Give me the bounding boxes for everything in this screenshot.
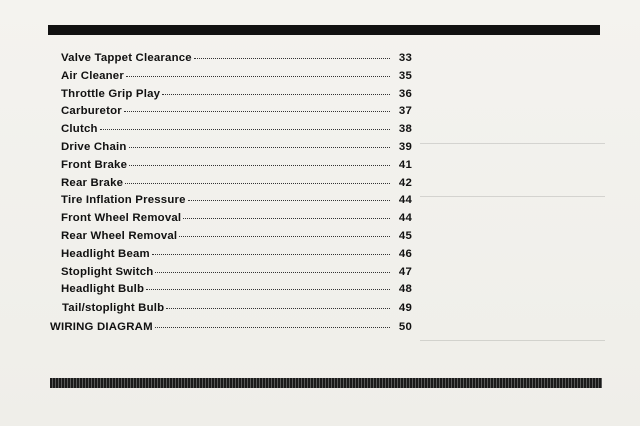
toc-entry[interactable] <box>50 52 412 70</box>
dot-leader <box>155 327 390 328</box>
toc-entry[interactable] <box>50 88 412 106</box>
toc-entry-page: 37 <box>398 105 412 118</box>
table-of-contents <box>50 52 412 339</box>
show-through-rule <box>420 196 605 197</box>
toc-entry-title: Rear Wheel Removal <box>61 229 178 242</box>
toc-entry-title: Front Wheel Removal <box>61 212 182 225</box>
show-through-rule <box>420 340 605 341</box>
toc-entry-page: 48 <box>398 283 412 296</box>
dot-leader <box>146 289 390 290</box>
dot-leader <box>129 165 390 166</box>
dot-leader <box>183 218 390 219</box>
toc-entry-title: Clutch <box>61 123 98 136</box>
toc-entry[interactable] <box>50 248 412 266</box>
toc-entry-page: 42 <box>398 176 412 189</box>
toc-entry-title: Stoplight Switch <box>61 265 154 278</box>
toc-entry-title: Rear Brake <box>61 176 124 189</box>
toc-entry-title: Valve Tappet Clearance <box>61 52 192 64</box>
dot-leader <box>166 308 390 309</box>
toc-entry[interactable] <box>50 283 412 302</box>
bottom-rule <box>50 378 602 388</box>
toc-entry-page: 39 <box>398 140 412 153</box>
toc-entry[interactable] <box>50 212 412 230</box>
show-through-rule <box>420 143 605 144</box>
toc-entry-title: Tire Inflation Pressure <box>61 194 186 207</box>
toc-entry-page: 47 <box>398 265 412 278</box>
dot-leader <box>179 236 390 237</box>
toc-entry[interactable] <box>50 194 412 212</box>
top-rule <box>48 25 600 35</box>
toc-entry-page: 46 <box>398 247 412 260</box>
toc-entry-page: 38 <box>398 123 412 136</box>
dot-leader <box>194 58 390 59</box>
toc-entry-title: WIRING DIAGRAM <box>50 321 153 334</box>
toc-entry[interactable] <box>50 230 412 248</box>
toc-entry[interactable] <box>50 105 412 123</box>
toc-entry-page: 49 <box>398 302 412 315</box>
toc-entry-page: 44 <box>398 194 412 207</box>
toc-entry-title: Tail/stoplight Bulb <box>62 302 165 315</box>
dot-leader <box>129 147 391 148</box>
toc-entry-title: Air Cleaner <box>61 69 124 82</box>
toc-entry-title: Carburetor <box>61 105 122 118</box>
dot-leader <box>162 94 390 95</box>
toc-entry-page: 50 <box>398 321 412 334</box>
toc-entry-title: Throttle Grip Play <box>61 87 161 100</box>
toc-entry[interactable] <box>50 123 412 141</box>
toc-entry-page: 41 <box>398 158 412 171</box>
dot-leader <box>152 254 390 255</box>
toc-entry[interactable] <box>50 70 412 88</box>
toc-entry[interactable] <box>50 159 412 177</box>
toc-section-heading[interactable] <box>50 321 412 339</box>
dot-leader <box>126 76 390 77</box>
toc-entry[interactable] <box>50 141 412 159</box>
dot-leader <box>100 129 390 130</box>
dot-leader <box>125 183 390 184</box>
toc-entry-title: Front Brake <box>61 158 128 171</box>
toc-entry[interactable] <box>50 302 412 321</box>
toc-entry-title: Headlight Bulb <box>61 283 145 296</box>
toc-entry-page: 35 <box>398 69 412 82</box>
show-through-text <box>430 60 610 340</box>
dot-leader <box>188 200 390 201</box>
toc-entry[interactable] <box>50 177 412 195</box>
toc-entry-page: 33 <box>398 52 412 64</box>
toc-entry-page: 45 <box>398 229 412 242</box>
dot-leader <box>155 272 390 273</box>
toc-entry-page: 36 <box>398 87 412 100</box>
toc-entry-page: 44 <box>398 212 412 225</box>
toc-entry-title: Drive Chain <box>61 140 127 153</box>
toc-entry[interactable] <box>50 266 412 284</box>
dot-leader <box>124 111 390 112</box>
toc-entry-title: Headlight Beam <box>61 247 150 260</box>
